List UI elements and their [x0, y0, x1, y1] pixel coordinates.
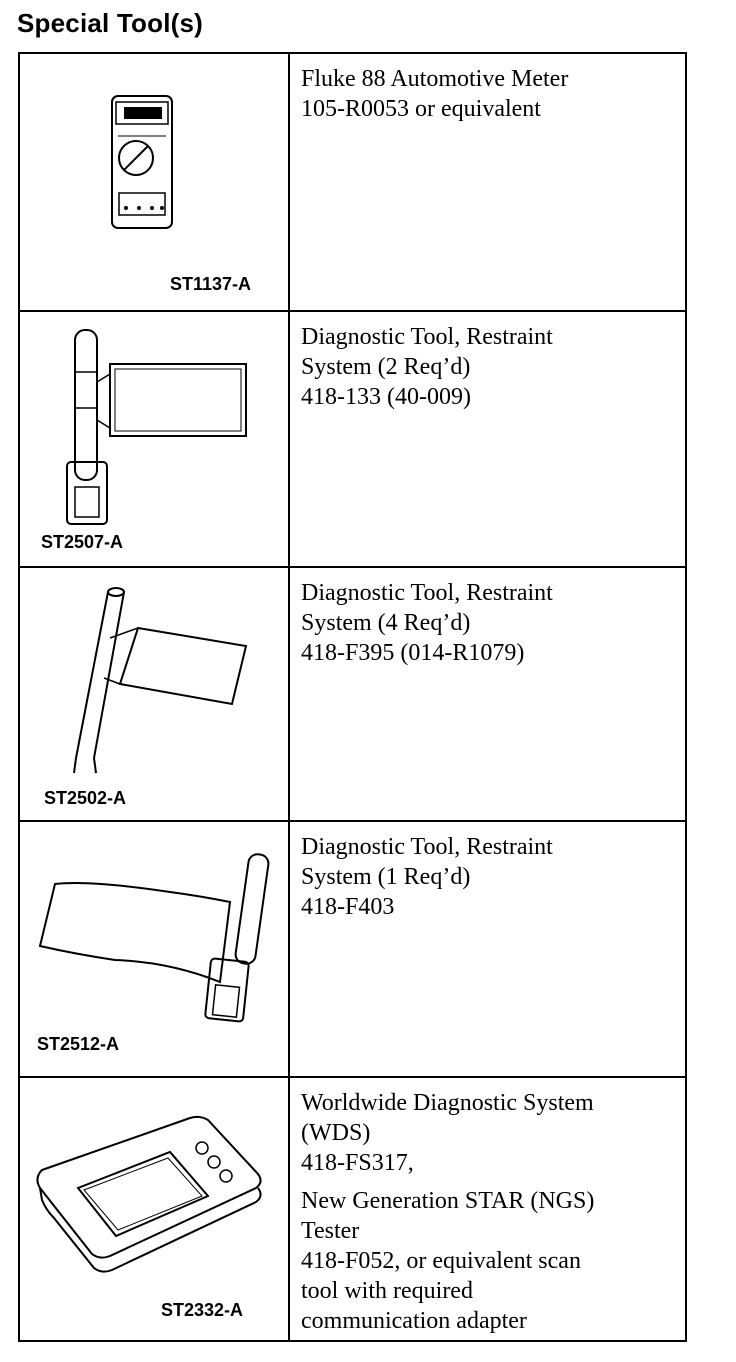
description-line: Diagnostic Tool, Restraint: [301, 834, 553, 860]
tool-description: [289, 53, 686, 311]
description-line: Worldwide Diagnostic System: [301, 1090, 594, 1116]
description-line: Diagnostic Tool, Restraint: [301, 580, 553, 606]
description-line: Tester: [301, 1218, 360, 1244]
description-line: 105-R0053 or equivalent: [301, 96, 541, 122]
tool-code: ST2332-A: [161, 1300, 244, 1320]
multimeter-illustration: [20, 54, 288, 310]
tool-illustration-cell: [19, 1077, 289, 1341]
restraint-diagnostic-tool-illustration: [20, 568, 288, 820]
tool-illustration-cell: [19, 821, 289, 1077]
description-line: Diagnostic Tool, Restraint: [301, 324, 553, 350]
description-line: tool with required: [301, 1278, 473, 1304]
tool-row: [19, 311, 686, 567]
tool-code: ST2507-A: [41, 532, 124, 552]
description-line: communication adapter: [301, 1308, 527, 1334]
tool-code: ST2512-A: [37, 1034, 120, 1054]
restraint-diagnostic-tool-illustration: [20, 312, 288, 566]
description-line: System (2 Req’d): [301, 354, 471, 380]
description-line: 418-F052, or equivalent scan: [301, 1248, 581, 1274]
tool-row: [19, 821, 686, 1077]
tool-description: [289, 1077, 686, 1341]
tool-description: [289, 311, 686, 567]
description-line: 418-F395 (014-R1079): [301, 640, 525, 666]
tool-row: [19, 567, 686, 821]
tool-row: [19, 1077, 686, 1341]
special-tools-table: [18, 52, 687, 1342]
tool-description: [289, 567, 686, 821]
description-line: New Generation STAR (NGS): [301, 1188, 595, 1214]
description-line: 418-F403: [301, 894, 395, 920]
page-title: Special Tool(s): [17, 8, 203, 38]
description-line: System (1 Req’d): [301, 864, 471, 890]
description-line: Fluke 88 Automotive Meter: [301, 66, 569, 92]
tool-illustration-cell: [19, 567, 289, 821]
scan-tool-illustration: [20, 1078, 288, 1340]
description-line: (WDS): [301, 1120, 371, 1146]
description-line: 418-133 (40-009): [301, 384, 471, 410]
tool-code: ST1137-A: [170, 274, 252, 294]
description-line: 418-FS317,: [301, 1150, 414, 1176]
tool-illustration-cell: [19, 53, 289, 311]
description-line: System (4 Req’d): [301, 610, 471, 636]
tool-description: [289, 821, 686, 1077]
tool-illustration-cell: [19, 311, 289, 567]
tool-row: [19, 53, 686, 311]
tool-code: ST2502-A: [44, 788, 127, 808]
